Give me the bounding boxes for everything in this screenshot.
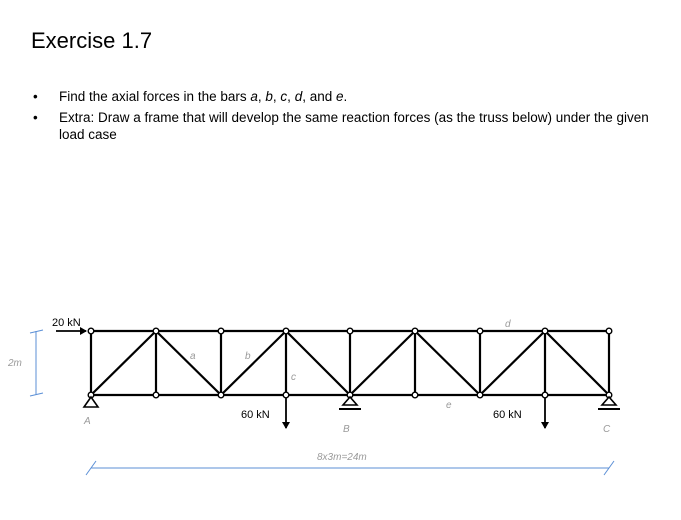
- joint: [153, 328, 159, 334]
- height-dimension-label: 2m: [8, 358, 22, 369]
- support-label-b: B: [343, 424, 350, 435]
- joint: [477, 328, 483, 334]
- joint: [347, 328, 353, 334]
- pin-support-a: [84, 397, 98, 407]
- roller-support-b: [339, 397, 361, 409]
- sep: , and: [302, 89, 336, 104]
- load-label-1: 60 kN: [241, 409, 270, 421]
- joint: [542, 392, 548, 398]
- roller-support-c: [598, 397, 620, 409]
- load-label-2: 60 kN: [493, 409, 522, 421]
- bullet-dot: •: [33, 89, 38, 104]
- height-dimension: [30, 330, 43, 396]
- joint: [606, 328, 612, 334]
- bullet-text: Find the axial forces in the bars: [59, 89, 251, 104]
- length-dimension: [86, 461, 614, 475]
- diagonal-member-b: [221, 331, 286, 395]
- joint: [477, 392, 483, 398]
- sep: ,: [257, 89, 266, 104]
- truss-members: [91, 331, 609, 395]
- bullet-text: Extra: Draw a frame that will develop the same reaction forces (as the truss below) under the given load case: [59, 110, 649, 142]
- bar-label-d: d: [505, 319, 511, 330]
- diagonal-member: [286, 331, 350, 395]
- support-label-a: A: [84, 416, 91, 427]
- diagonal-member: [415, 331, 480, 395]
- var-c: c: [280, 89, 288, 104]
- diagonal-member-e: [350, 331, 415, 395]
- bar-label-e: e: [446, 400, 452, 411]
- joint: [218, 328, 224, 334]
- diagonal-member: [91, 331, 156, 395]
- joint: [542, 328, 548, 334]
- horizontal-load-label: 20 kN: [52, 317, 81, 329]
- support-label-c: C: [603, 424, 611, 435]
- page-title: Exercise 1.7: [31, 28, 153, 53]
- supports: [84, 397, 620, 409]
- bullet-dot: •: [33, 110, 38, 125]
- var-e: e: [335, 89, 344, 104]
- joint: [153, 392, 159, 398]
- sep: ,: [272, 89, 281, 104]
- bar-label-c: c: [291, 372, 296, 383]
- sep: ,: [287, 89, 295, 104]
- joint: [283, 328, 289, 334]
- diagonal-member: [545, 331, 609, 395]
- var-d: d: [294, 89, 303, 104]
- joint: [88, 328, 94, 334]
- length-dimension-label: 8x3m=24m: [317, 452, 367, 463]
- diagonal-member: [480, 331, 545, 395]
- var-a: a: [250, 89, 258, 104]
- joint: [412, 328, 418, 334]
- diagonal-member-a: [156, 331, 221, 395]
- joint: [218, 392, 224, 398]
- joint: [283, 392, 289, 398]
- bar-label-b: b: [245, 351, 251, 362]
- joint: [412, 392, 418, 398]
- var-b: b: [265, 89, 273, 104]
- sep: .: [343, 89, 348, 104]
- bar-label-a: a: [190, 351, 196, 362]
